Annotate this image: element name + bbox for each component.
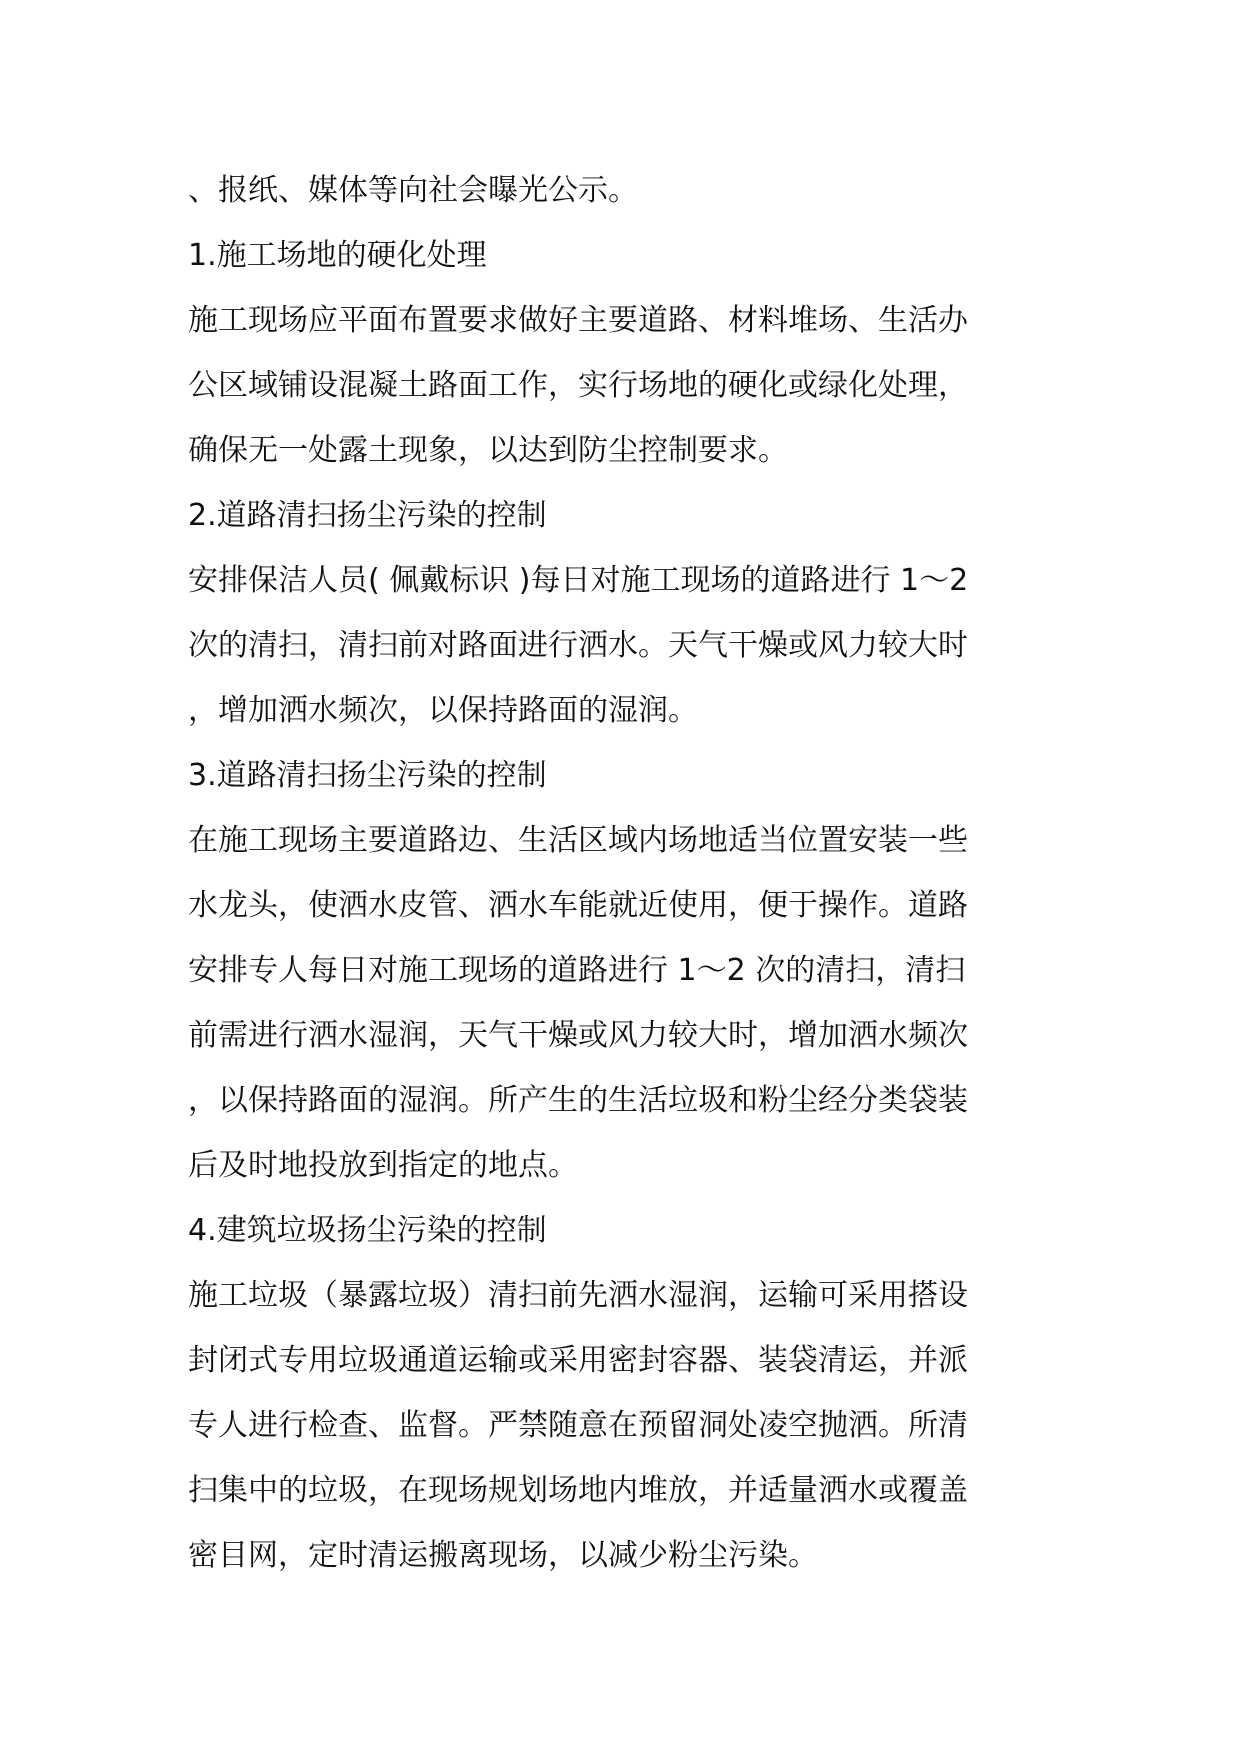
paragraph-line: 扫集中的垃圾，在现场规划场地内堆放，并适量洒水或覆盖: [188, 1473, 968, 1508]
paragraph-line: 后及时地投放到指定的地点。: [188, 1148, 578, 1183]
section-heading-1: 1.施工场地的硬化处理: [188, 238, 487, 273]
paragraph-line: 安排专人每日对施工现场的道路进行 1～2 次的清扫，清扫: [188, 953, 966, 988]
paragraph-line: 专人进行检查、监督。严禁随意在预留洞处凌空抛洒。所清: [188, 1408, 968, 1443]
paragraph-line: 在施工现场主要道路边、生活区域内场地适当位置安装一些: [188, 823, 968, 858]
paragraph-line: 封闭式专用垃圾通道运输或采用密封容器、装袋清运，并派: [188, 1343, 968, 1378]
paragraph-line: 前需进行洒水湿润，天气干燥或风力较大时，增加洒水频次: [188, 1018, 968, 1053]
paragraph-line: ，增加洒水频次，以保持路面的湿润。: [188, 693, 698, 728]
paragraph-line: 密目网，定时清运搬离现场，以减少粉尘污染。: [188, 1538, 818, 1573]
paragraph-line: 次的清扫，清扫前对路面进行洒水。天气干燥或风力较大时: [188, 628, 968, 663]
document-body: [188, 158, 1060, 1588]
paragraph-line: ，以保持路面的湿润。所产生的生活垃圾和粉尘经分类袋装: [188, 1083, 968, 1118]
paragraph-line: 水龙头，使洒水皮管、洒水车能就近使用，便于操作。道路: [188, 888, 968, 923]
section-heading-4: 4.建筑垃圾扬尘污染的控制: [188, 1213, 547, 1248]
paragraph-line: 施工垃圾（暴露垃圾）清扫前先洒水湿润，运输可采用搭设: [188, 1278, 968, 1313]
paragraph-line: 施工现场应平面布置要求做好主要道路、材料堆场、生活办: [188, 303, 968, 338]
paragraph-line: 、报纸、媒体等向社会曝光公示。: [188, 173, 638, 208]
paragraph-line: 安排保洁人员( 佩戴标识 )每日对施工现场的道路进行 1～2: [188, 563, 969, 598]
section-heading-3: 3.道路清扫扬尘污染的控制: [188, 758, 547, 793]
paragraph-line: 公区域铺设混凝土路面工作，实行场地的硬化或绿化处理，: [188, 368, 968, 403]
section-heading-2: 2.道路清扫扬尘污染的控制: [188, 498, 547, 533]
paragraph-line: 确保无一处露土现象，以达到防尘控制要求。: [188, 433, 788, 468]
